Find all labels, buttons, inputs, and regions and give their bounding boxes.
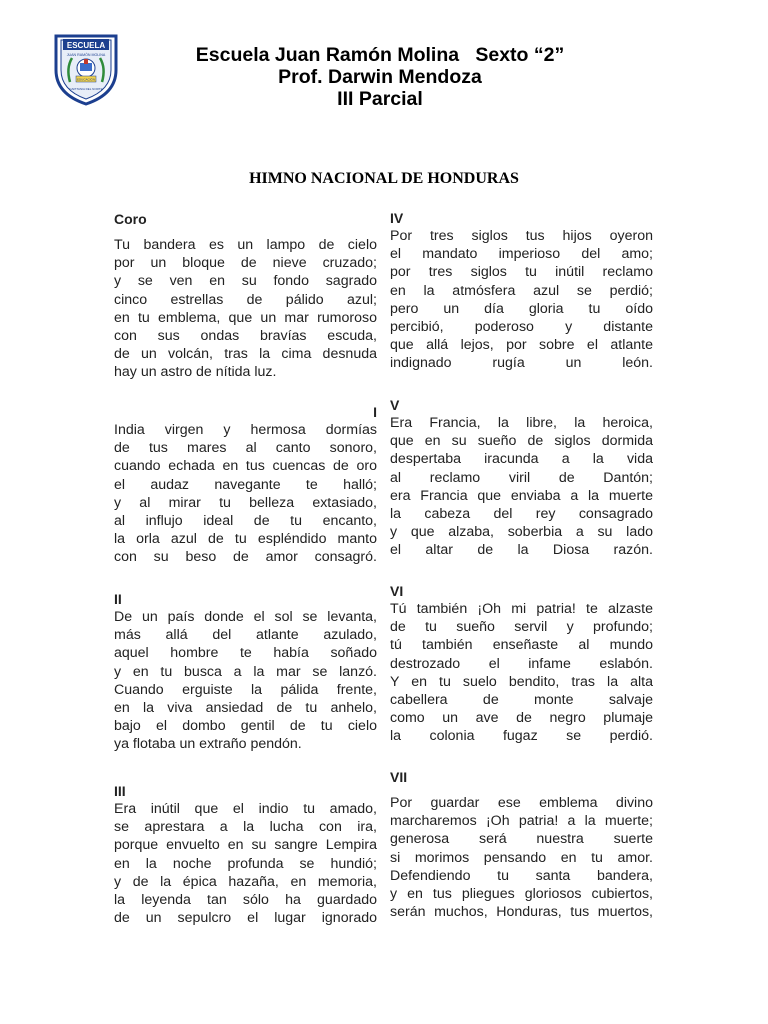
stanza-label: IV (390, 210, 404, 226)
stanza-label: I (373, 404, 377, 420)
stanza-line: y en tu busca a la mar se lanzó. (114, 663, 377, 680)
stanza-line: al reclamo viril de Dantón; (390, 469, 653, 486)
stanza-line: Tú también ¡Oh mi patria! te alzaste (390, 601, 653, 617)
stanza-line: Era inútil que el indio tu amado, (114, 801, 377, 817)
stanza-line: que allá lejos, por sobre el atlante (390, 337, 653, 354)
stanza-line: percibió, poderoso y distante (390, 319, 653, 336)
stanza-line: y en tus pliegues gloriosos cubiertos, (390, 886, 653, 903)
stanza-line: hay un astro de nítida luz. (114, 364, 277, 381)
stanza-line: y que alzaba, soberbia a su lado (390, 524, 653, 541)
stanza-line: por tres siglos tu inútil reclamo (390, 264, 653, 281)
stanza-v (390, 396, 653, 560)
stanza-line: la orla azul de tu espléndido manto (114, 531, 377, 548)
stanza-ii (114, 590, 377, 754)
stanza-line: de un volcán, tras la cima desnuda (114, 346, 377, 363)
stanza-line: despertaba iracunda a la vida (390, 451, 653, 468)
stanza-line: en la noche profunda se hundió; (114, 855, 377, 872)
stanza-line: indignado rugía un león. (390, 355, 653, 372)
stanza-label: VI (390, 583, 404, 599)
stanza-line: pero un día gloria tu oído (390, 300, 653, 317)
stanza-line: con sus ondas bravías escuda, (114, 328, 377, 345)
stanza-text (114, 421, 377, 567)
stanza-line: destrozado el infame eslabón. (390, 655, 653, 672)
stanza-line: en la atmósfera azul se perdió; (390, 282, 653, 299)
teacher-name: Prof. Darwin Mendoza (278, 66, 482, 88)
stanza-line: que en su sueño de siglos dormida (390, 433, 653, 450)
stanza-line: marcharemos ¡Oh patria! a la muerte; (390, 813, 653, 830)
school-logo (48, 30, 124, 106)
stanza-text (390, 227, 653, 373)
stanza-line: Tu bandera es un lampo de cielo (114, 237, 377, 253)
stanza-text (114, 800, 377, 927)
logo-center-text: EDUCACIÓN (76, 77, 96, 82)
stanza-line: el mandato imperioso del amo; (390, 246, 653, 263)
stanza-vii (390, 768, 653, 921)
stanza-line: como un ave de negro plumaje (390, 710, 653, 727)
stanza-iii (114, 782, 377, 927)
stanza-line: porque envuelto en su sangre Lempira (114, 837, 377, 854)
stanza-line: era Francia que enviaba a la muerte (390, 487, 653, 504)
stanza-line: de un sepulcro el lugar ignorado (114, 910, 377, 927)
stanza-line: Por guardar ese emblema divino (390, 795, 653, 811)
stanza-line: al influjo ideal de tu encanto, (114, 513, 377, 530)
stanza-label: Coro (114, 211, 147, 227)
stanza-line: Cuando erguiste la pálida frente, (114, 681, 377, 698)
stanza-line: tú también enseñaste al mundo (390, 637, 653, 654)
stanza-line: el audaz navegante te halló; (114, 476, 377, 493)
logo-top-text: ESCUELA (66, 41, 106, 50)
stanza-line: y se ven en su fondo sagrado (114, 273, 377, 290)
stanza-text (390, 794, 653, 921)
stanza-line: bajo el dombo gentil de tu cielo (114, 718, 377, 735)
stanza-line: de tus mares al canto sonoro, (114, 440, 377, 457)
stanza-line: si morimos pensando en tu amor. (390, 849, 653, 866)
stanza-text (390, 600, 653, 746)
stanza-line: cuando echada en tus cuencas de oro (114, 458, 377, 475)
stanza-line: por un bloque de nieve cruzado; (114, 255, 377, 272)
term-label: III Parcial (337, 88, 423, 110)
school-name: Escuela Juan Ramón Molina Sexto “2” (195, 44, 565, 66)
stanza-line: De un país donde el sol se levanta, (114, 609, 377, 625)
hymn-title: HIMNO NACIONAL DE HONDURAS (249, 170, 519, 187)
stanza-text (114, 608, 377, 754)
stanza-line: serán muchos, Honduras, tus muertos, (390, 904, 653, 921)
stanza-line: de tu sueño servil y profundo; (390, 619, 653, 636)
stanza-line: la colonia fugaz se perdió. (390, 728, 653, 745)
stanza-line: Era Francia, la libre, la heroica, (390, 415, 653, 431)
logo-arc-text: JUAN RAMÓN MOLINA (66, 53, 106, 57)
stanza-i (114, 403, 377, 567)
stanza-line: cabellera de monte salvaje (390, 692, 653, 709)
stanza-iv (390, 209, 653, 373)
stanza-line: y al mirar tu belleza extasiado, (114, 494, 377, 511)
stanza-line: se aprestara a la lucha con ira, (114, 819, 377, 836)
stanza-line: Por tres siglos tus hijos oyeron (390, 228, 653, 244)
stanza-line: en tu emblema, que un mar rumoroso (114, 309, 377, 326)
stanza-coro (114, 210, 377, 382)
stanza-line: el altar de la Diosa razón. (390, 542, 653, 559)
stanza-line: en la viva ansiedad de tu anhelo, (114, 700, 377, 717)
stanza-line: Y en tu suelo bendito, tras la alta (390, 673, 653, 690)
stanza-line: generosa será nuestra suerte (390, 831, 653, 848)
stanza-line: ya flotaba un extraño pendón. (114, 736, 302, 753)
stanza-label: III (114, 783, 126, 799)
logo-bottom-text: CAPITANIA DEL NORTE (69, 87, 103, 91)
stanza-line: India virgen y hermosa dormías (114, 422, 377, 438)
stanza-line: más allá del atlante azulado, (114, 627, 377, 644)
stanza-line: aquel hombre te había soñado (114, 645, 377, 662)
stanza-label: V (390, 397, 400, 413)
stanza-line: Defendiendo tu santa bandera, (390, 867, 653, 884)
stanza-line: la leyenda tan sólo ha guardado (114, 892, 377, 909)
stanza-label: II (114, 591, 122, 607)
document-header (130, 44, 630, 110)
stanza-line: con su beso de amor consagró. (114, 549, 377, 566)
stanza-text (114, 236, 377, 382)
stanza-vi (390, 582, 653, 746)
stanza-line: y de la épica hazaña, en memoria, (114, 873, 377, 890)
stanza-line: cinco estrellas de pálido azul; (114, 291, 377, 308)
stanza-label: VII (390, 769, 408, 785)
stanza-line: la cabeza del rey consagrado (390, 506, 653, 523)
stanza-text (390, 414, 653, 560)
